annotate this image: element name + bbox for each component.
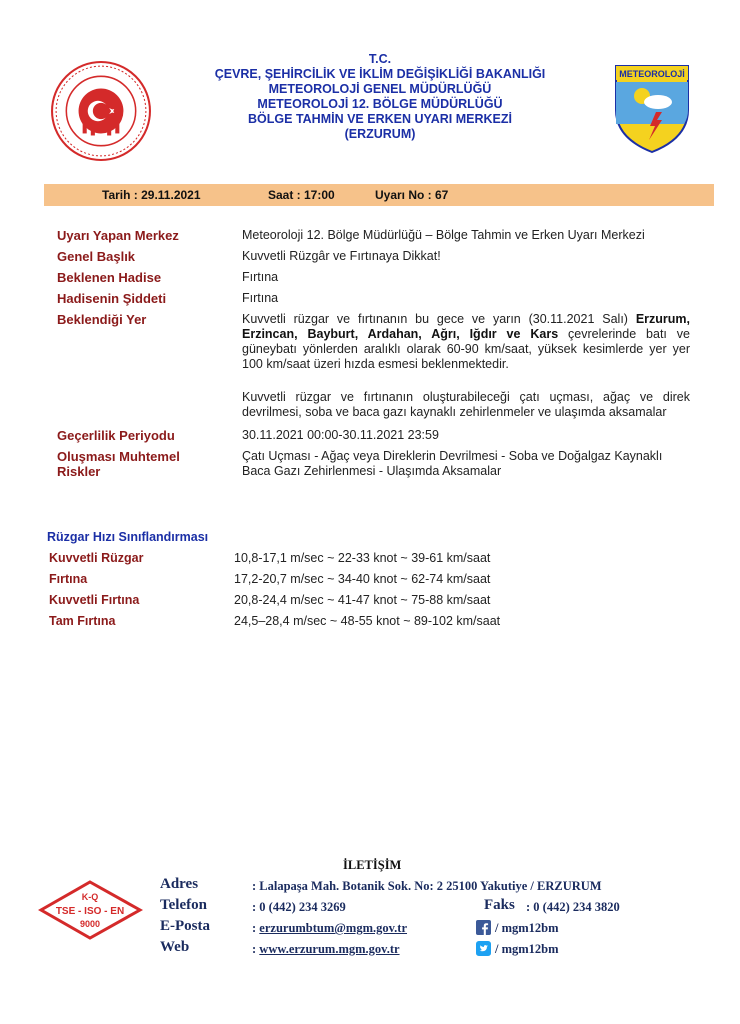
web-prefix: : xyxy=(252,942,260,956)
wind-row-value: 10,8-17,1 m/sec ~ 22-33 knot ~ 39-61 km/saat xyxy=(234,551,491,565)
validity-label: Geçerlilik Periyodu xyxy=(57,428,175,443)
location-text-b: çevrelerinde batı ve güneybatı yönlerden aralıklı olarak 60-90 km/saat, yüksek kesimlerde yer yer 100 km/saat üzeri hızda esmesi beklenmektedir. xyxy=(242,327,690,371)
header-line-tc: T.C. xyxy=(368,52,392,66)
email-prefix: : xyxy=(252,921,260,935)
wind-row-value: 20,8-24,4 m/sec ~ 41-47 knot ~ 75-88 km/saat xyxy=(234,593,491,607)
validity-value: 30.11.2021 00:00-30.11.2021 23:59 xyxy=(242,428,439,442)
wind-row-label: Fırtına xyxy=(49,572,88,586)
center-label: Uyarı Yapan Merkez xyxy=(57,228,179,243)
kq-line-2: TSE - ISO - EN xyxy=(55,906,125,917)
location-paragraph-1 xyxy=(242,312,690,372)
expected-event-value: Fırtına xyxy=(242,270,279,284)
risks-label-line-2: Riskler xyxy=(57,464,101,479)
location-cities: Erzurum, Erzincan, Bayburt, Ardahan, Ağrı, Iğdır ve Kars xyxy=(242,312,690,341)
location-label: Beklendiği Yer xyxy=(57,312,147,327)
wind-classification-title: Rüzgar Hızı Sınıflandırması xyxy=(47,530,209,544)
wind-row-label: Kuvvetli Rüzgar xyxy=(49,551,144,565)
address-value: : Lalapaşa Mah. Botanik Sok. No: 2 25100 Yakutiye / ERZURUM xyxy=(252,879,602,893)
warning-time: Saat : 17:00 xyxy=(268,188,335,202)
warning-number: Uyarı No : 67 xyxy=(375,188,449,202)
general-title-label: Genel Başlık xyxy=(57,249,136,264)
header-line-city: (ERZURUM) xyxy=(344,127,416,141)
address-label: Adres xyxy=(160,876,199,892)
header-line-directorate: METEOROLOJİ GENEL MÜDÜRLÜĞÜ xyxy=(268,82,492,96)
web-label: Web xyxy=(160,939,190,955)
ministry-seal-logo xyxy=(50,60,152,162)
risks-value: Çatı Uçması - Ağaç veya Direklerin Devrilmesi - Soba ve Doğalgaz Kaynaklı Baca Gazı Zehirlenmesi - Ulaşımda Aksamalar xyxy=(242,449,663,478)
phone-value: : 0 (442) 234 3269 xyxy=(252,900,346,914)
email-link[interactable]: erzurumbtum@mgm.gov.tr xyxy=(259,921,408,935)
kq-tse-iso-en-badge xyxy=(38,880,143,940)
expected-event-label: Beklenen Hadise xyxy=(57,270,162,285)
web-line xyxy=(252,942,400,957)
logo-text: METEOROLOJİ xyxy=(619,69,685,79)
twitter-icon[interactable] xyxy=(476,941,491,956)
wind-row-label: Kuvvetli Fırtına xyxy=(49,593,140,607)
header-line-ministry: ÇEVRE, ŞEHİRCİLİK VE İKLİM DEĞİŞİKLİĞİ BAKANLIĞI xyxy=(214,67,546,81)
header-line-center: BÖLGE TAHMİN VE ERKEN UYARI MERKEZİ xyxy=(248,112,512,126)
location-paragraph-2: Kuvvetli rüzgar ve fırtınanın oluşturabileceği çatı uçması, ağaç ve direk devrilmesi, soba ve baca gazı kaynaklı zehirlenmeler ve ulaşımda aksamalar xyxy=(242,390,690,419)
severity-label: Hadisenin Şiddeti xyxy=(57,291,167,306)
severity-value: Fırtına xyxy=(242,291,279,305)
email-line xyxy=(252,921,407,936)
fax-label: Faks xyxy=(484,897,515,913)
twitter-handle[interactable]: / mgm12bm xyxy=(495,942,559,956)
phone-label: Telefon xyxy=(160,897,207,913)
general-title-value: Kuvvetli Rüzgâr ve Fırtınaya Dikkat! xyxy=(242,249,441,263)
wind-row-label: Tam Fırtına xyxy=(49,614,116,628)
web-link[interactable]: www.erzurum.mgm.gov.tr xyxy=(259,942,400,956)
location-text-a: Kuvvetli rüzgar ve fırtınanın bu gece ve yarın (30.11.2021 Salı) xyxy=(242,312,636,326)
kq-line-1: K-Q xyxy=(81,892,99,902)
center-value: Meteoroloji 12. Bölge Müdürlüğü – Bölge Tahmin ve Erken Uyarı Merkezi xyxy=(242,228,645,242)
facebook-handle[interactable]: / mgm12bm xyxy=(495,921,559,935)
meteoroloji-logo xyxy=(612,62,692,154)
warning-info-bar xyxy=(44,184,714,206)
wind-row-value: 17,2-20,7 m/sec ~ 34-40 knot ~ 62-74 km/saat xyxy=(234,572,491,586)
kq-line-3: 9000 xyxy=(79,919,101,929)
contact-title: İLETİŞİM xyxy=(343,858,402,872)
header-line-region: METEOROLOJİ 12. BÖLGE MÜDÜRLÜĞÜ xyxy=(257,97,503,111)
wind-row-value: 24,5–28,4 m/sec ~ 48-55 knot ~ 89-102 km/saat xyxy=(234,614,501,628)
fax-value: : 0 (442) 234 3820 xyxy=(526,900,620,914)
warning-date: Tarih : 29.11.2021 xyxy=(102,188,201,202)
risks-label-line-1: Oluşması Muhtemel xyxy=(57,449,180,464)
facebook-icon[interactable] xyxy=(476,920,491,935)
email-label: E-Posta xyxy=(160,918,210,934)
